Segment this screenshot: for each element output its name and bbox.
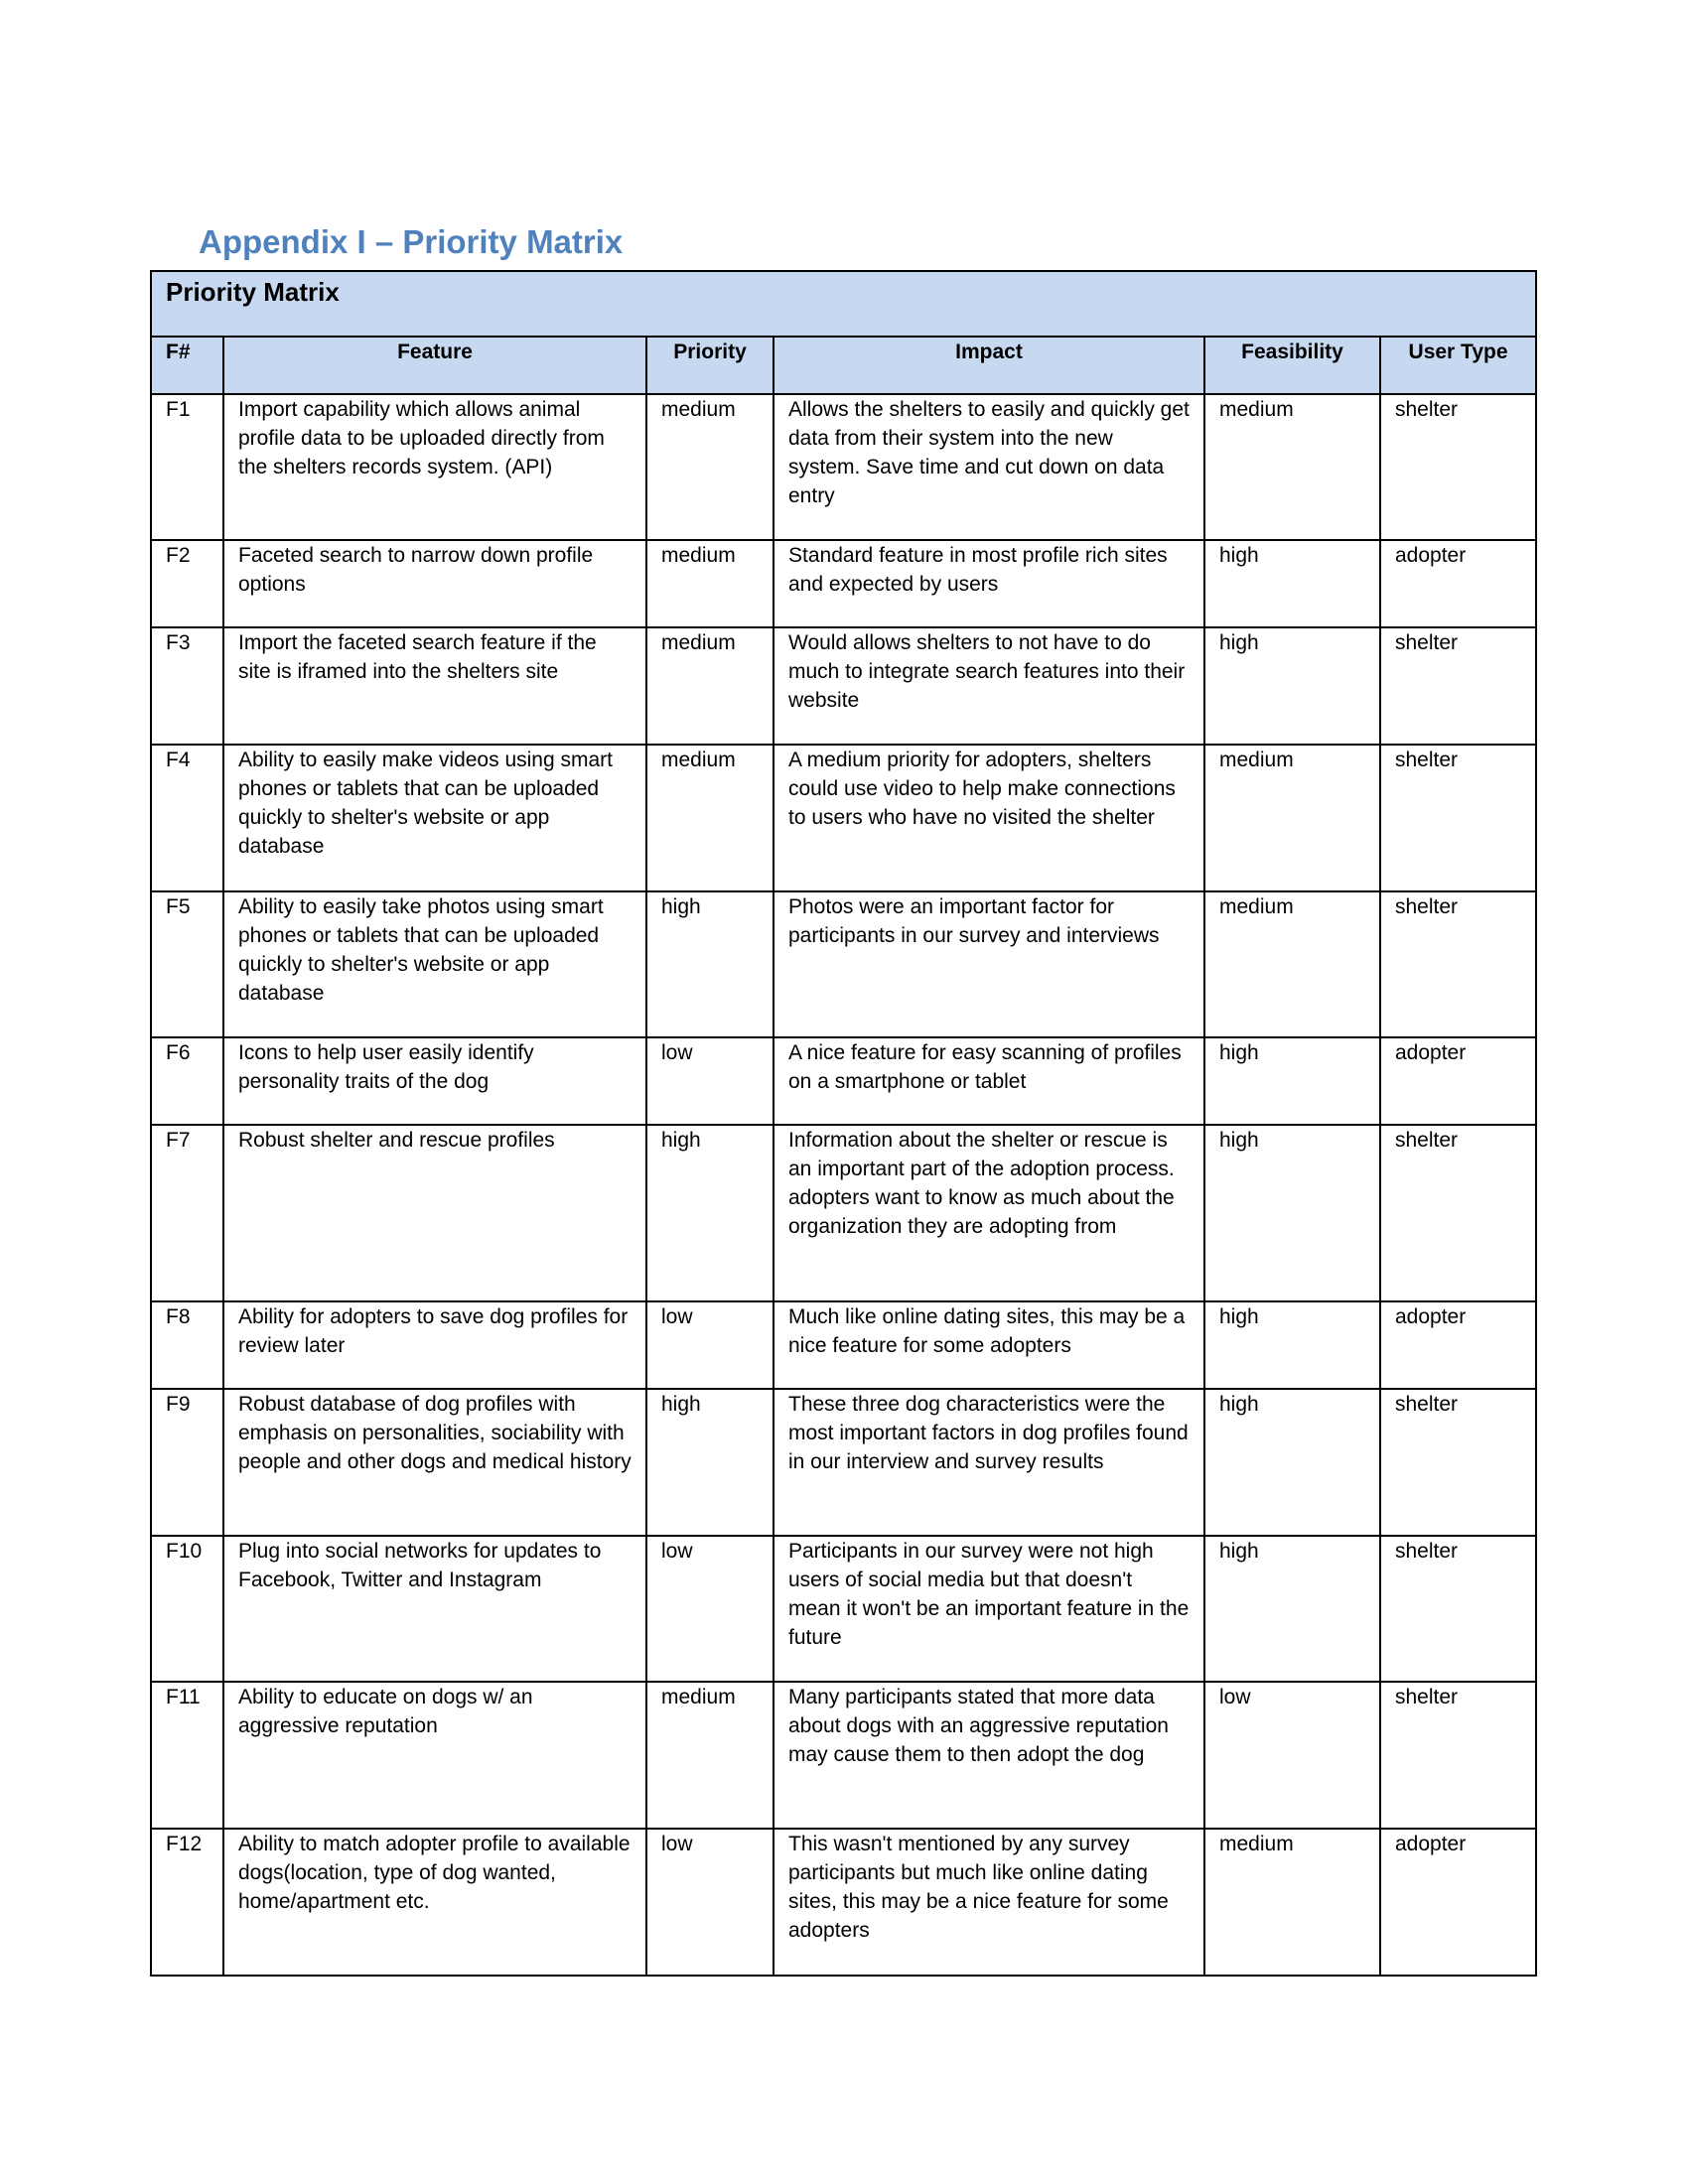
header-impact: Impact xyxy=(774,337,1204,394)
cell-user-type: shelter xyxy=(1380,1682,1536,1829)
cell-feature: Icons to help user easily identify personality traits of the dog xyxy=(223,1037,646,1125)
table-row xyxy=(151,540,1536,627)
cell-priority: low xyxy=(646,1037,774,1125)
table-caption-text: Priority Matrix xyxy=(166,277,340,307)
cell-impact: Participants in our survey were not high users of social media but that doesn't mean it won't be an important feature in the future xyxy=(774,1536,1204,1682)
cell-priority: low xyxy=(646,1536,774,1682)
cell-user-type: adopter xyxy=(1380,1301,1536,1389)
cell-fnum: F3 xyxy=(151,627,223,745)
cell-user-type: shelter xyxy=(1380,1536,1536,1682)
table-row xyxy=(151,745,1536,891)
cell-fnum: F4 xyxy=(151,745,223,891)
cell-feasibility: medium xyxy=(1204,1829,1380,1976)
cell-feature: Import capability which allows animal profile data to be uploaded directly from the shelters records system. (API) xyxy=(223,394,646,540)
cell-priority: high xyxy=(646,891,774,1037)
cell-feature: Ability to educate on dogs w/ an aggressive reputation xyxy=(223,1682,646,1829)
cell-impact: Photos were an important factor for participants in our survey and interviews xyxy=(774,891,1204,1037)
cell-priority: medium xyxy=(646,1682,774,1829)
cell-impact: Allows the shelters to easily and quickly get data from their system into the new system. Save time and cut down on data entry xyxy=(774,394,1204,540)
table-row xyxy=(151,1536,1536,1682)
cell-feature: Plug into social networks for updates to Facebook, Twitter and Instagram xyxy=(223,1536,646,1682)
cell-feature: Faceted search to narrow down profile options xyxy=(223,540,646,627)
cell-priority: low xyxy=(646,1301,774,1389)
cell-user-type: shelter xyxy=(1380,745,1536,891)
table-row xyxy=(151,627,1536,745)
page-title: Appendix I – Priority Matrix xyxy=(199,223,624,260)
cell-fnum: F1 xyxy=(151,394,223,540)
table-row xyxy=(151,1301,1536,1389)
cell-priority: medium xyxy=(646,394,774,540)
cell-feature: Ability for adopters to save dog profiles for review later xyxy=(223,1301,646,1389)
cell-user-type: adopter xyxy=(1380,1037,1536,1125)
cell-feasibility: high xyxy=(1204,627,1380,745)
cell-feasibility: high xyxy=(1204,1037,1380,1125)
cell-feasibility: high xyxy=(1204,1301,1380,1389)
cell-priority: medium xyxy=(646,540,774,627)
header-feature: Feature xyxy=(223,337,646,394)
cell-impact: A nice feature for easy scanning of profiles on a smartphone or tablet xyxy=(774,1037,1204,1125)
cell-feasibility: medium xyxy=(1204,394,1380,540)
cell-feasibility: low xyxy=(1204,1682,1380,1829)
cell-fnum: F6 xyxy=(151,1037,223,1125)
cell-fnum: F9 xyxy=(151,1389,223,1536)
cell-priority: medium xyxy=(646,745,774,891)
table-row xyxy=(151,1829,1536,1976)
cell-fnum: F2 xyxy=(151,540,223,627)
header-priority: Priority xyxy=(646,337,774,394)
cell-priority: high xyxy=(646,1125,774,1301)
header-user-type: User Type xyxy=(1380,337,1536,394)
cell-fnum: F5 xyxy=(151,891,223,1037)
cell-priority: medium xyxy=(646,627,774,745)
cell-impact: Would allows shelters to not have to do much to integrate search features into their website xyxy=(774,627,1204,745)
cell-feasibility: medium xyxy=(1204,891,1380,1037)
cell-fnum: F8 xyxy=(151,1301,223,1389)
cell-fnum: F7 xyxy=(151,1125,223,1301)
cell-user-type: shelter xyxy=(1380,1125,1536,1301)
cell-user-type: shelter xyxy=(1380,394,1536,540)
cell-feature: Robust database of dog profiles with emphasis on personalities, sociability with people and other dogs and medical history xyxy=(223,1389,646,1536)
cell-feasibility: high xyxy=(1204,1125,1380,1301)
table-caption-row xyxy=(151,271,1536,337)
cell-feasibility: high xyxy=(1204,540,1380,627)
cell-feature: Robust shelter and rescue profiles xyxy=(223,1125,646,1301)
cell-fnum: F11 xyxy=(151,1682,223,1829)
cell-impact: A medium priority for adopters, shelters could use video to help make connections to users who have no visited the shelter xyxy=(774,745,1204,891)
header-feasibility: Feasibility xyxy=(1204,337,1380,394)
priority-matrix-table xyxy=(150,270,1537,1977)
cell-user-type: shelter xyxy=(1380,627,1536,745)
cell-feasibility: high xyxy=(1204,1389,1380,1536)
table-caption xyxy=(151,271,1536,337)
table-row xyxy=(151,394,1536,540)
cell-impact: Information about the shelter or rescue is an important part of the adoption process. adopters want to know as much about the organization they are adopting from xyxy=(774,1125,1204,1301)
table-header-row xyxy=(151,337,1536,394)
cell-impact: This wasn't mentioned by any survey participants but much like online dating sites, this may be a nice feature for some adopters xyxy=(774,1829,1204,1976)
cell-feature: Ability to easily take photos using smart phones or tablets that can be uploaded quickly to shelter's website or app database xyxy=(223,891,646,1037)
cell-user-type: shelter xyxy=(1380,891,1536,1037)
table-row xyxy=(151,1125,1536,1301)
cell-user-type: shelter xyxy=(1380,1389,1536,1536)
cell-priority: high xyxy=(646,1389,774,1536)
cell-impact: Standard feature in most profile rich sites and expected by users xyxy=(774,540,1204,627)
table-row xyxy=(151,891,1536,1037)
table-row xyxy=(151,1682,1536,1829)
header-fnum: F# xyxy=(151,337,223,394)
cell-feasibility: high xyxy=(1204,1536,1380,1682)
table-row xyxy=(151,1389,1536,1536)
cell-feasibility: medium xyxy=(1204,745,1380,891)
cell-feature: Ability to match adopter profile to available dogs(location, type of dog wanted, home/apartment etc. xyxy=(223,1829,646,1976)
cell-feature: Ability to easily make videos using smart phones or tablets that can be uploaded quickly to shelter's website or app database xyxy=(223,745,646,891)
cell-impact: These three dog characteristics were the most important factors in dog profiles found in our interview and survey results xyxy=(774,1389,1204,1536)
cell-priority: low xyxy=(646,1829,774,1976)
cell-fnum: F12 xyxy=(151,1829,223,1976)
cell-fnum: F10 xyxy=(151,1536,223,1682)
cell-feature: Import the faceted search feature if the site is iframed into the shelters site xyxy=(223,627,646,745)
cell-impact: Much like online dating sites, this may be a nice feature for some adopters xyxy=(774,1301,1204,1389)
table-row xyxy=(151,1037,1536,1125)
cell-user-type: adopter xyxy=(1380,540,1536,627)
cell-user-type: adopter xyxy=(1380,1829,1536,1976)
cell-impact: Many participants stated that more data about dogs with an aggressive reputation may cause them to then adopt the dog xyxy=(774,1682,1204,1829)
